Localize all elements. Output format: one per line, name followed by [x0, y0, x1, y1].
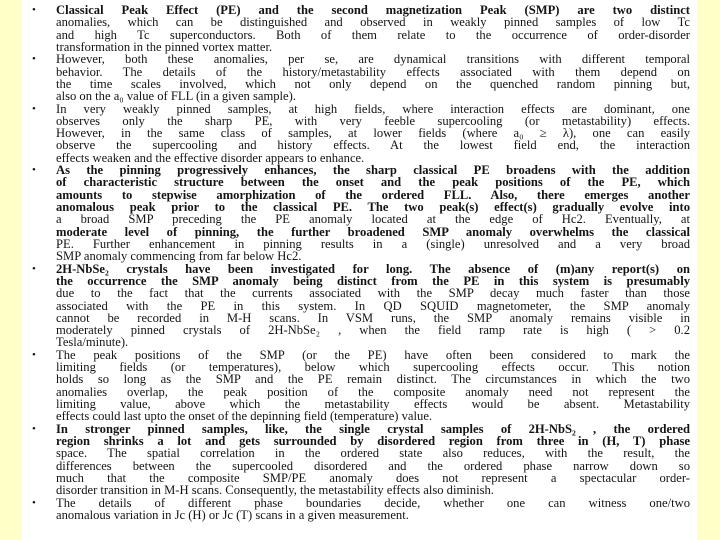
text-line: of characteristic structure between the onset and the peak positions of the PE, which — [56, 175, 690, 190]
text-line: anomalous peak prior to the classical PE. The two peak(s) effect(s) gradually evolve into — [56, 200, 690, 214]
bullet-list — [32, 3, 690, 522]
text-line: limiting value, above which the metastability effects would be absent. Metastability — [56, 397, 690, 411]
text-line: transformation in the pinned vortex matter. — [56, 39, 273, 54]
text-line: the time scales involved, which not only depend on the quenched random pinning but, — [56, 76, 690, 91]
text-line: much that the composite SMP/PE anomaly does not represent a spectacular order- — [56, 470, 690, 485]
bullet-icon: • — [32, 422, 36, 435]
text-line: anomalies overlap, the peak position of the composite anomaly need not represent the — [56, 384, 690, 399]
text-line: observe the supercooling and history effects. At the lowest field end, the interaction — [56, 138, 690, 153]
text-line: differences between the supercooled disordered and the ordered phase narrow down so — [56, 458, 690, 473]
text-line: disorder transition in M-H scans. Consequently, the metastability effects also diminish. — [56, 483, 494, 498]
bullet-icon: • — [32, 53, 36, 66]
text-line: the occurrence the SMP anomaly being distinct from the PE in this system is presumably — [56, 273, 690, 288]
bullet-icon: • — [32, 348, 36, 361]
bullet-item — [32, 347, 690, 424]
text-line: In stronger pinned samples, like, the single crystal samples of 2H-NbS₂ , the ordered — [56, 421, 690, 436]
text-line: due to the fact that the currents associated with the SMP decay much faster than those — [56, 286, 690, 301]
text-line: limiting fields (or temperatures), below which supercooling effects occur. This notion — [56, 360, 690, 375]
text-line: effects weaken and the effective disorder appears to enhance. — [56, 150, 365, 165]
text-line: Classical Peak Effect (PE) and the second magnetization Peak (SMP) are two distinct — [56, 3, 690, 17]
bullet-icon: • — [32, 262, 36, 275]
text-line: 2H-NbSe₂ crystals have been investigated for long. The absence of (m)any report(s) on — [56, 261, 690, 276]
text-line: amounts to stepwise amorphization of the ordered FLL. Also, there emerges another — [56, 187, 690, 202]
text-line: associated with the PE in this system. In QD SQUID magnetometer, the SMP anomaly — [56, 298, 690, 313]
bullet-icon: • — [32, 496, 36, 509]
text-line: observes only the sharp PE, with very feeble supercooling (or metastability) effects. — [56, 113, 690, 128]
text-line: PE. Further enhancement in pinning results in a (single) unresolved and a very broad — [56, 236, 690, 251]
text-line: a broad SMP preceding the PE anomaly located at the edge of Hc2. Eventually, at — [56, 212, 690, 227]
text-line: effects could last upto the onset of the depinning field (temperature) value. — [56, 409, 433, 424]
slide-page — [22, 0, 697, 540]
text-line: also on the a₀ value of FLL (in a given sample). — [56, 89, 296, 104]
text-line: moderate level of pinning, the further broadened SMP anomaly overwhelms the classical — [56, 224, 690, 239]
bullet-item — [32, 163, 690, 264]
bullet-icon: • — [32, 4, 36, 16]
bullet-item — [32, 261, 690, 350]
bullet-item — [32, 3, 690, 54]
text-line: anomalies, which can be distinguished and observed in weakly pinned samples of low Tc — [56, 15, 690, 30]
bullet-item — [32, 101, 690, 165]
bullet-icon: • — [32, 102, 36, 115]
text-line: holds so long as the SMP and the PE remain distinct. The circumstances in which the two — [56, 372, 690, 387]
text-line: The details of different phase boundaries decide, whether one can witness one/two — [56, 495, 690, 510]
text-line: However, both these anomalies, per se, are dynamical transitions with different temporal — [56, 52, 690, 67]
text-line: space. The spatial correlation in the ordered state also reduces, with the result, the — [56, 446, 690, 461]
text-line: As the pinning progressively enhances, the sharp classical PE broadens with the addition — [56, 163, 690, 178]
text-line: SMP anomaly commencing from far below Hc2. — [56, 249, 302, 264]
text-line: However, in the same class of samples, at lower fields (where a₀ ≥ λ), one can easily — [56, 126, 690, 141]
text-line: moderately pinned crystals of 2H-NbSe₂ , when the field ramp rate is high ( > 0.2 — [56, 323, 690, 338]
text-line: anomalous variation in Jc (H) or Jc (T) scans in a given measurement. — [56, 507, 409, 522]
bullet-item — [32, 52, 690, 104]
text-line: and high Tc superconductors. Both of them relate to the occurrence of order-disorder — [56, 27, 690, 42]
text-line: In very weakly pinned samples, at high fields, where interaction effects are dominant, one — [56, 101, 690, 116]
text-line: The peak positions of the SMP (or the PE) have often been considered to mark the — [56, 347, 690, 362]
text-line: region shrinks a lot and gets surrounded by disordered region from three in (H, T) phase — [56, 433, 690, 448]
bullet-item — [32, 495, 690, 522]
text-line: cannot be recorded in M-H scans. In VSM runs, the SMP anomaly remains visible in — [56, 310, 690, 325]
bullet-item — [32, 421, 690, 498]
text-line: Tesla/minute). — [56, 335, 129, 350]
bullet-icon: • — [32, 164, 36, 177]
text-line: behavior. The details of the history/metastability effects associated with them depend on — [56, 64, 690, 79]
